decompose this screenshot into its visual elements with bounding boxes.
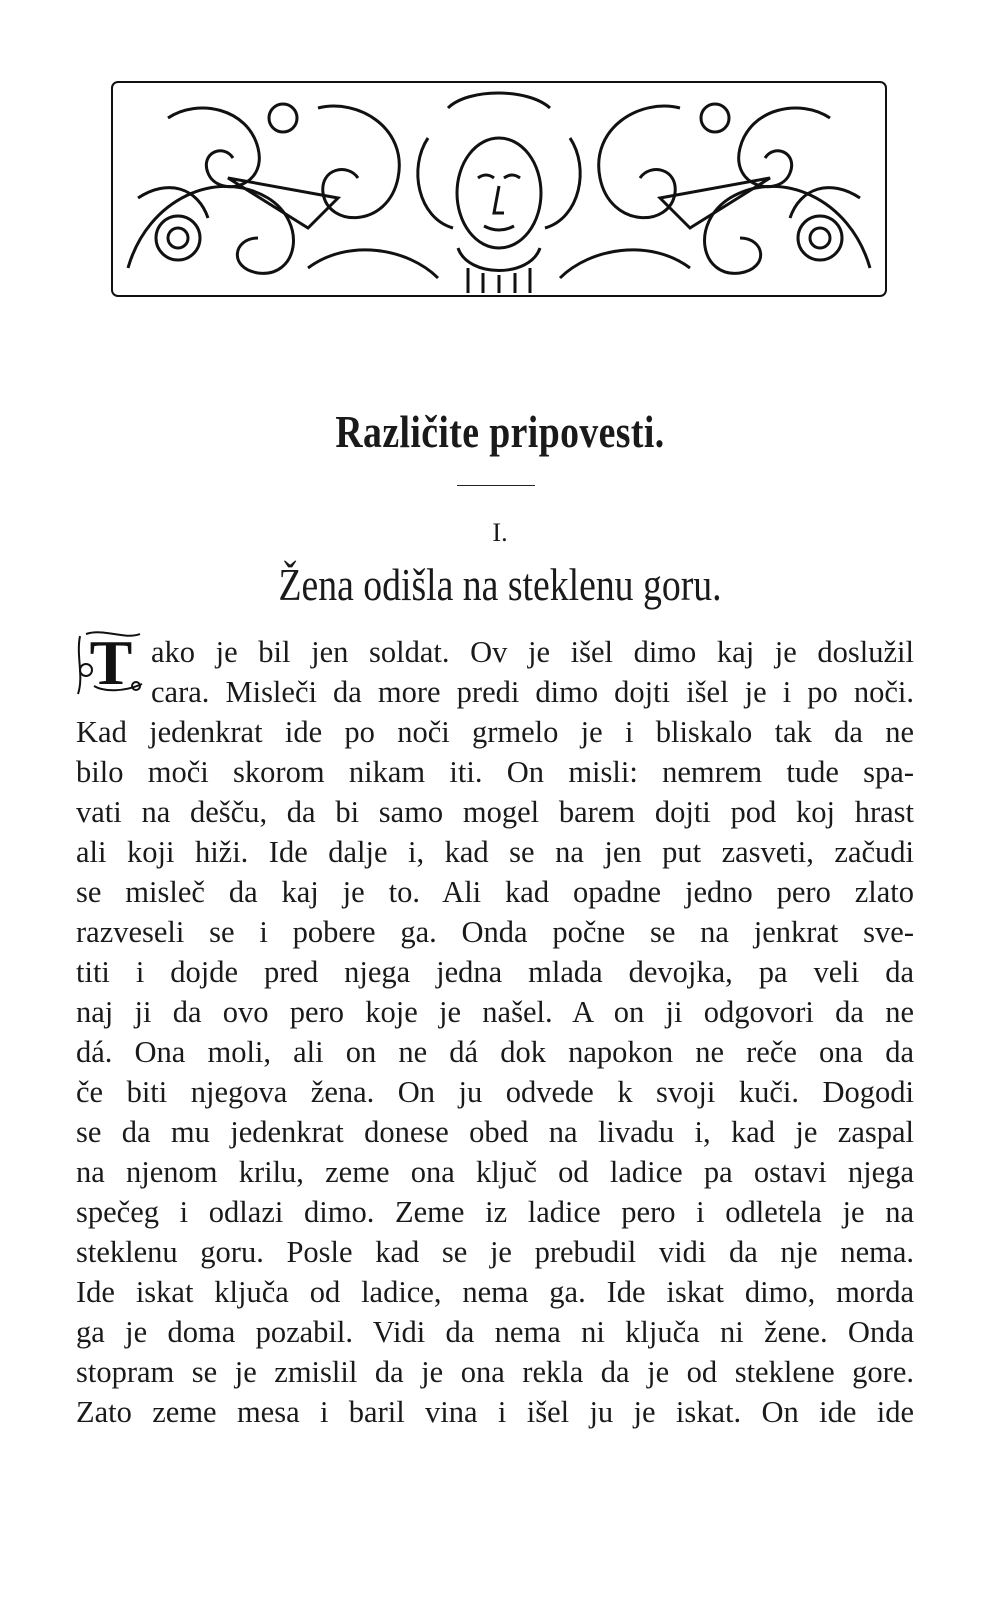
drop-cap-initial — [74, 626, 148, 700]
chapter-number: I. — [492, 518, 508, 547]
text-line: Kad jedenkrat ide po noči grmelo je i bliskalo tak da ne — [76, 715, 914, 749]
text-line: spečeg i odlazi dimo. Zeme iz ladice pero i odletela je na — [76, 1195, 914, 1229]
page-title: Različite pripovesti. — [335, 406, 665, 457]
text-line: vati na dešču, da bi samo mogel barem dojti pod koj hrast — [76, 795, 914, 829]
chapter-title: Žena odišla na steklenu goru. — [278, 559, 722, 610]
text-line: Zato zeme mesa i baril vina i išel ju je iskat. On ide ide — [76, 1395, 914, 1429]
text-line: se misleč da kaj je to. Ali kad opadne jedno pero zlato — [76, 875, 914, 909]
text-line: naj ji da ovo pero koje je našel. A on ji odgovori da ne — [76, 995, 914, 1029]
text-line: na njenom krilu, zeme ona ključ od ladice pa ostavi njega — [76, 1155, 914, 1189]
text-line: se da mu jedenkrat donese obed na livadu i, kad je zaspal — [76, 1115, 914, 1149]
title-divider — [457, 485, 535, 486]
text-line: stopram se je zmislil da je ona rekla da je od steklene gore. — [76, 1355, 914, 1389]
text-line: titi i dojde pred njega jedna mlada devojka, pa veli da — [76, 955, 914, 989]
text-line: cara. Misleči da more predi dimo dojti išel je i po noči. — [151, 675, 914, 709]
text-line: razveseli se i pobere ga. Onda počne se na jenkrat sve- — [76, 915, 914, 949]
ornamental-headpiece — [108, 78, 890, 300]
text-line: ako je bil jen soldat. Ov je išel dimo kaj je doslužil — [151, 635, 914, 669]
text-line: steklenu goru. Posle kad se je prebudil vidi da nje nema. — [76, 1235, 914, 1269]
text-line: ali koji hiži. Ide dalje i, kad se na jen put zasveti, začudi — [76, 835, 914, 869]
text-line: Ide iskat ključa od ladice, nema ga. Ide iskat dimo, morda — [76, 1275, 914, 1309]
text-line: če biti njegova žena. On ju odvede k svoji kuči. Dogodi — [76, 1075, 914, 1109]
drop-cap-letter: T — [89, 627, 133, 698]
text-line: dá. Ona moli, ali on ne dá dok napokon ne reče ona da — [76, 1035, 914, 1069]
text-line: bilo moči skorom nikam iti. On misli: nemrem tude spa- — [76, 755, 914, 789]
text-line: ga je doma pozabil. Vidi da nema ni ključa ni žene. Onda — [76, 1315, 914, 1349]
